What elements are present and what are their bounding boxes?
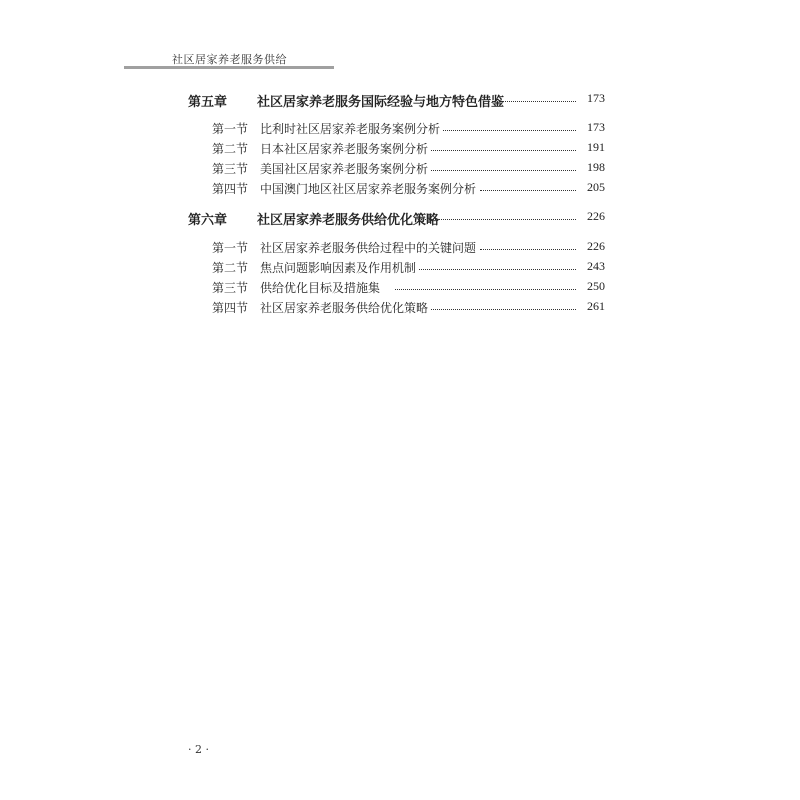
section-title: 中国澳门地区社区居家养老服务案例分析 [260,182,477,196]
toc-section-row[interactable] [0,118,800,138]
toc-section-row[interactable] [0,158,800,178]
dot-leader [395,289,576,290]
section-title: 供给优化目标及措施集 [260,281,381,295]
section-title: 美国社区居家养老服务案例分析 [260,162,429,176]
section-label: 第二节 [212,261,249,275]
section-label: 第二节 [212,142,249,156]
toc-section-row[interactable] [0,237,800,257]
page-number: 205 [587,180,605,194]
dot-leader [480,249,576,250]
section-label: 第三节 [212,162,249,176]
dot-leader [431,150,576,151]
toc-section-row[interactable] [0,297,800,317]
dot-leader [480,190,576,191]
dot-leader [418,219,576,220]
section-title: 焦点问题影响因素及作用机制 [260,261,417,275]
page-number: 250 [587,279,605,293]
page-number: 191 [587,140,605,154]
toc-section-row[interactable] [0,257,800,277]
page-number: 226 [587,209,605,223]
toc-section-row[interactable] [0,138,800,158]
section-title: 日本社区居家养老服务案例分析 [260,142,429,156]
header-rule [124,66,334,69]
dot-leader [492,101,576,102]
chapter-title: 社区居家养老服务国际经验与地方特色借鉴 [257,95,505,110]
page-number: 173 [587,91,605,105]
page-number: 261 [587,299,605,313]
chapter-title: 社区居家养老服务供给优化策略 [257,213,440,228]
toc-section-row[interactable] [0,178,800,198]
section-title: 社区居家养老服务供给过程中的关键问题 [260,241,477,255]
page-folio: · 2 · [188,743,209,756]
section-label: 第一节 [212,122,249,136]
dot-leader [419,269,576,270]
page-number: 198 [587,160,605,174]
chapter-label: 第六章 [188,213,228,228]
chapter-label: 第五章 [188,95,228,110]
toc-chapter-row[interactable] [0,207,800,227]
page-number: 243 [587,259,605,273]
page-number: 173 [587,120,605,134]
section-label: 第一节 [212,241,249,255]
section-label: 第四节 [212,182,249,196]
section-label: 第三节 [212,281,249,295]
page-number: 226 [587,239,605,253]
toc-section-row[interactable] [0,277,800,297]
dot-leader [431,309,576,310]
toc-chapter-row[interactable] [0,89,800,109]
running-head: 社区居家养老服务供给 [172,53,287,66]
section-title: 社区居家养老服务供给优化策略 [260,301,429,315]
section-label: 第四节 [212,301,249,315]
dot-leader [431,170,576,171]
section-title: 比利时社区居家养老服务案例分析 [260,122,441,136]
dot-leader [443,130,576,131]
